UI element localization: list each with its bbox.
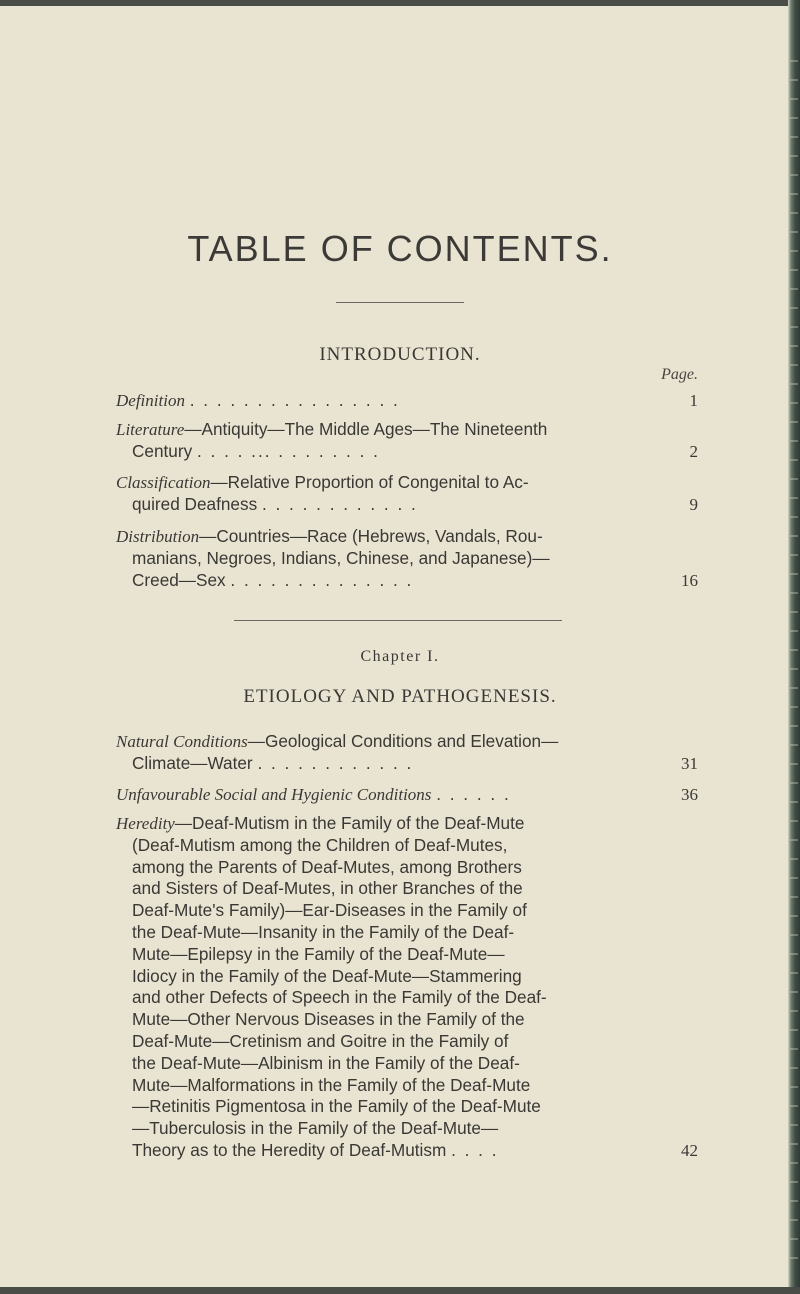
entry-text: the Deaf-Mute—Insanity in the Family of the Deaf- [132,921,515,942]
entry-text: Century [132,440,193,461]
page-number: 9 [689,494,698,514]
dot-leaders: . . . . [451,1139,499,1160]
page-number: 31 [681,753,698,773]
entry-heading: Literature [116,420,185,439]
entry-text: the Deaf-Mute—Albinism in the Family of the Deaf- [132,1052,520,1073]
page-number: 36 [681,785,698,804]
toc-entry-unfavourable-conditions[interactable] [116,784,698,806]
toc-entry-literature[interactable] [116,419,698,463]
entry-heading: Distribution [116,527,200,546]
entry-text: and Sisters of Deaf-Mutes, in other Branches of the [132,878,523,899]
dot-leaders: . . . . . . . . . . . . [261,493,418,514]
entry-text: (Deaf-Mutism among the Children of Deaf-Mutes, [132,834,508,855]
entry-text: Mute—Malformations in the Family of the Deaf-Mute [132,1074,531,1095]
entry-heading: Classification [116,473,211,492]
entry-text: —Retinitis Pigmentosa in the Family of the Deaf-Mute [132,1096,541,1117]
entry-text: —Countries—Race (Hebrews, Vandals, Rou- [199,526,543,546]
entry-heading: Definition [116,391,185,410]
page-number: 1 [689,391,698,410]
chapter-label: Chapter I. [360,648,440,665]
title-rule [336,302,464,303]
entry-text: Idiocy in the Family of the Deaf-Mute—Stammering [132,965,522,986]
entry-text: Climate—Water [132,752,253,773]
entry-text: Theory as to the Heredity of Deaf-Mutism [132,1139,447,1160]
toc-entry-definition[interactable] [116,390,698,412]
toc-entry-heredity[interactable] [116,813,698,1162]
page-title: TABLE OF CONTENTS. [187,228,613,269]
entry-text: manians, Negroes, Indians, Chinese, and Japanese)— [132,547,550,568]
page-number: 2 [689,441,698,461]
page-top-edge [0,0,800,6]
toc-entry-distribution[interactable] [116,526,698,591]
entry-text: Deaf-Mute—Cretinism and Goitre in the Family of [132,1030,509,1051]
section-divider [234,620,562,621]
entry-text: among the Parents of Deaf-Mutes, among Brothers [132,856,522,877]
entry-text: and other Defects of Speech in the Family of the Deaf- [132,987,547,1008]
chapter-heading: ETIOLOGY AND PATHOGENESIS. [243,686,557,707]
dot-leaders: . . . . . . . . . . . . . . [230,569,414,590]
page-column-label: Page. [661,366,698,383]
entry-text: quired Deafness [132,493,258,514]
page-number: 42 [681,1140,698,1160]
dot-leaders: . . . . . . . . . . . . [257,752,414,773]
entry-text: Creed—Sex [132,569,226,590]
toc-entry-classification[interactable] [116,472,698,516]
dot-leaders: . . . . . . [436,784,511,804]
entry-text: —Antiquity—The Middle Ages—The Nineteenth [184,419,548,439]
dot-leaders: . . . . ... . . . . . . . . [196,440,380,461]
entry-text: Mute—Epilepsy in the Family of the Deaf-Mute— [132,943,505,964]
toc-entry-natural-conditions[interactable] [116,731,698,775]
entry-text: —Geological Conditions and Elevation— [247,731,559,751]
entry-text: —Tuberculosis in the Family of the Deaf-Mute— [132,1118,499,1139]
entry-text: —Deaf-Mutism in the Family of the Deaf-Mute [174,813,525,833]
page-bottom-edge [0,1287,800,1294]
dot-leaders: . . . . . . . . . . . . . . . . [189,390,400,410]
entry-heading: Unfavourable Social and Hygienic Conditions [116,785,432,804]
entry-text: Deaf-Mute's Family)—Ear-Diseases in the Family of [132,900,527,921]
entry-heading: Natural Conditions [116,732,248,751]
introduction-heading: INTRODUCTION. [319,344,481,365]
entry-text: —Relative Proportion of Congenital to Ac- [210,472,529,492]
entry-text: Mute—Other Nervous Diseases in the Family of the [132,1009,525,1030]
entry-heading: Heredity [116,814,175,833]
page-number: 16 [681,570,698,590]
